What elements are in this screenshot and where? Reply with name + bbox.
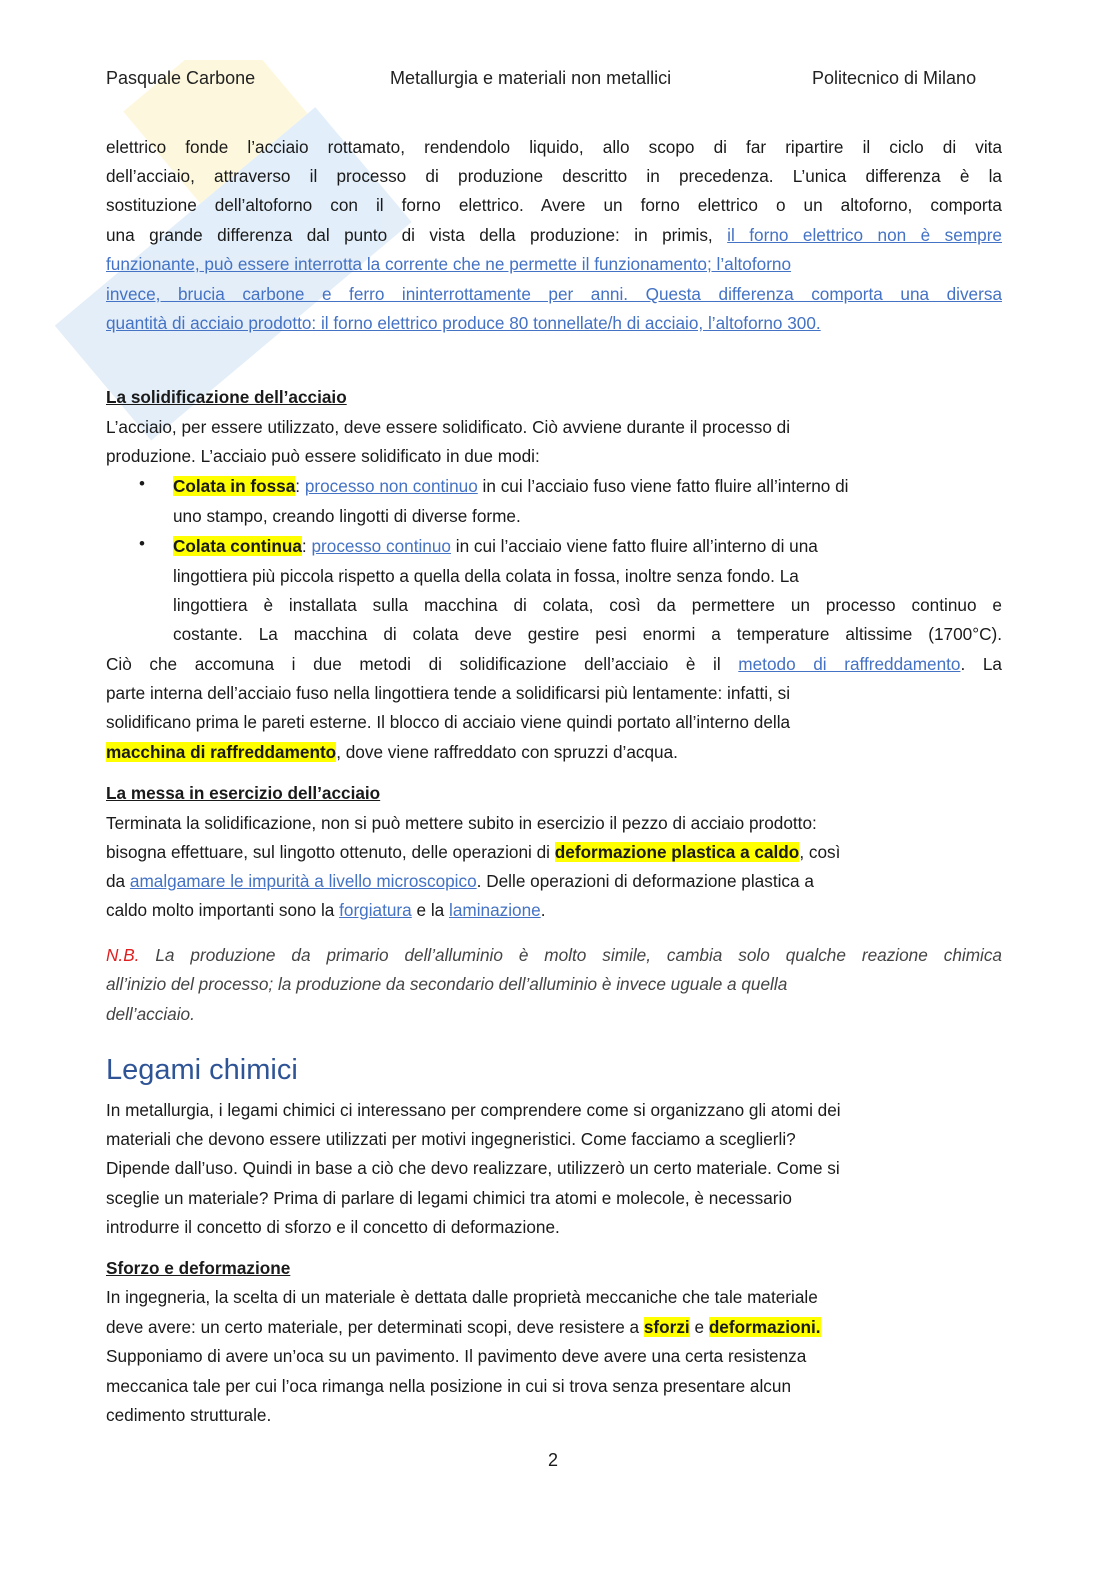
text: introdurre il concetto di sforzo e il concetto di deformazione. [106, 1217, 560, 1237]
text-line [106, 385, 1002, 409]
bullet-icon: • [139, 474, 145, 493]
text: In metallurgia, i legami chimici ci interessano per comprendere come si organizzano gli atomi dei [106, 1100, 841, 1120]
text: . [540, 900, 546, 920]
text: produzione. L’acciaio può essere solidificato in due modi: [106, 446, 540, 466]
text: In ingegneria, la scelta di un materiale è dettata dalle proprietà meccaniche che tale materiale [106, 1287, 818, 1307]
text: e [689, 1317, 709, 1337]
text-line [106, 943, 1002, 967]
text-line [173, 564, 1002, 588]
text: elettrico fonde l’acciaio rottamato, rendendolo liquido, allo scopo di far ripartire il ciclo di vita [106, 137, 1002, 157]
subheading: La solidificazione dell’acciaio [106, 387, 347, 407]
highlighted-term: deformazione plastica a caldo [554, 842, 800, 862]
text: da [106, 871, 130, 891]
text-line [106, 652, 1002, 676]
text-line [106, 415, 1002, 439]
note-text: dell’acciaio. [106, 1004, 195, 1024]
link[interactable]: laminazione [449, 900, 541, 920]
link[interactable]: processo continuo [311, 536, 451, 556]
header-university: Politecnico di Milano [812, 68, 977, 88]
text: deve avere: un certo materiale, per determinati scopi, deve resistere a [106, 1317, 644, 1337]
text-line [106, 444, 1002, 468]
text-line [106, 710, 1002, 734]
text: Ciò che accomuna i due metodi di solidificazione dell’acciaio è il [106, 654, 739, 674]
text: sceglie un materiale? Prima di parlare di legami chimici tra atomi e molecole, è necessario [106, 1188, 792, 1208]
text-line [106, 1186, 1002, 1210]
text: . Delle operazioni di deformazione plastica a [476, 871, 814, 891]
text-line [106, 164, 1002, 188]
text-line [106, 1403, 1002, 1427]
text: . La [960, 654, 1002, 674]
text-line [106, 1215, 1002, 1239]
link[interactable]: processo non continuo [304, 476, 478, 496]
text: : [295, 476, 305, 496]
text-line [106, 1315, 1002, 1339]
text: Dipende dall’uso. Quindi in base a ciò che devo realizzare, utilizzerò un certo materiale. Come si [106, 1158, 840, 1178]
text: bisogna effettuare, sul lingotto ottenuto, delle operazioni di [106, 842, 555, 862]
text: in cui l’acciaio fuso viene fatto fluire all’interno di [477, 476, 849, 496]
text: lingottiera più piccola rispetto a quella della colata in fossa, inoltre senza fondo. La [173, 566, 799, 586]
section-heading: Legami chimici [106, 1054, 298, 1086]
page-number: 2 [548, 1450, 559, 1470]
link[interactable]: amalgamare le impurità a livello microscopico [129, 871, 477, 891]
text: caldo molto importanti sono la [106, 900, 340, 920]
subheading: Sforzo e deformazione [106, 1258, 291, 1278]
text: e la [411, 900, 449, 920]
text-line [106, 1256, 1002, 1280]
text-line [106, 1002, 1002, 1026]
text-line [106, 840, 1002, 864]
subheading: La messa in esercizio dell’acciaio [106, 783, 381, 803]
text: meccanica tale per cui l’oca rimanga nella posizione in cui si trova senza presentare alcun [106, 1376, 791, 1396]
text-line [106, 223, 1002, 247]
text: dell’acciaio, attraverso il processo di produzione descritto in precedenza. L’unica differenza è la [106, 166, 1002, 186]
highlighted-term: Colata in fossa [173, 476, 296, 496]
text: : [301, 536, 312, 556]
note-text: La produzione da primario dell’alluminio è molto simile, cambia solo qualche reazione chimica [139, 945, 1002, 965]
text-line [106, 681, 1002, 705]
link[interactable]: funzionante, può essere interrotta la corrente che ne permette il funzionamento; l’altoforno [106, 254, 792, 274]
text-line [106, 252, 1002, 276]
highlighted-term: sforzi [643, 1317, 690, 1337]
text-line [106, 1374, 1002, 1398]
text-line [106, 1127, 1002, 1151]
text: Terminata la solidificazione, non si può mettere subito in esercizio il pezzo di acciaio prodotto: [106, 813, 817, 833]
header-author: Pasquale Carbone [106, 68, 256, 88]
text-line [173, 474, 1002, 498]
link[interactable]: il forno elettrico non è sempre [727, 225, 1002, 245]
text: solidificano prima le pareti esterne. Il blocco di acciaio viene quindi portato all’interno della [106, 712, 791, 732]
text-line [106, 135, 1002, 159]
text: in cui l’acciaio viene fatto fluire all’interno di una [450, 536, 818, 556]
text: lingottiera è installata sulla macchina di colata, così da permettere un processo continuo e [173, 595, 1002, 615]
text-line [106, 972, 1002, 996]
text: , dove viene raffreddato con spruzzi d’acqua. [336, 742, 678, 762]
highlighted-term: macchina di raffreddamento [106, 742, 337, 762]
text-line [173, 593, 1002, 617]
text: L’acciaio, per essere utilizzato, deve essere solidificato. Ciò avviene durante il processo di [106, 417, 791, 437]
text: costante. La macchina di colata deve gestire pesi enormi a temperature altissime (1700°C). [173, 624, 1002, 644]
link[interactable]: metodo di raffreddamento [738, 654, 961, 674]
text: sostituzione dell’altoforno con il forno elettrico. Avere un forno elettrico o un altoforno, comporta [106, 195, 1002, 215]
text-line [106, 1156, 1002, 1180]
header-course: Metallurgia e materiali non metallici [390, 68, 672, 88]
nb-label: N.B. [106, 945, 140, 965]
text-line [106, 193, 1002, 217]
text-line [106, 1098, 1002, 1122]
text: cedimento strutturale. [106, 1405, 272, 1425]
note-text: all’inizio del processo; la produzione da secondario dell’alluminio è invece uguale a quella [106, 974, 788, 994]
text: Supponiamo di avere un’oca su un pavimento. Il pavimento deve avere una certa resistenza [106, 1346, 807, 1366]
text-line [106, 1344, 1002, 1368]
text-line [106, 781, 1002, 805]
text-line [106, 869, 1002, 893]
bullet-icon: • [139, 534, 145, 553]
text-line [106, 282, 1002, 306]
text-line [173, 504, 1002, 528]
text: , così [799, 842, 841, 862]
text: uno stampo, creando lingotti di diverse forme. [173, 506, 521, 526]
text: una grande differenza dal punto di vista della produzione: in primis, [106, 225, 728, 245]
text: materiali che devono essere utilizzati per motivi ingegneristici. Come facciamo a sceglierli? [106, 1129, 796, 1149]
highlighted-term: Colata continua [173, 536, 302, 556]
text: parte interna dell’acciaio fuso nella lingottiera tende a solidificarsi più lentamente: infatti, si [106, 683, 791, 703]
text-line [173, 534, 1002, 558]
text-line [106, 811, 1002, 835]
link[interactable]: quantità di acciaio prodotto: il forno elettrico produce 80 tonnellate/h di acciaio, l’altoforno 300. [106, 313, 821, 333]
text-line [173, 622, 1002, 646]
highlighted-term: deformazioni. [708, 1317, 821, 1337]
text-line [106, 1285, 1002, 1309]
link[interactable]: forgiatura [339, 900, 412, 920]
text-line [106, 898, 1002, 922]
text-line [106, 740, 1002, 764]
text-line [106, 311, 1002, 335]
link[interactable]: invece, brucia carbone e ferro ininterrottamente per anni. Questa differenza comporta una diversa [106, 284, 1002, 304]
